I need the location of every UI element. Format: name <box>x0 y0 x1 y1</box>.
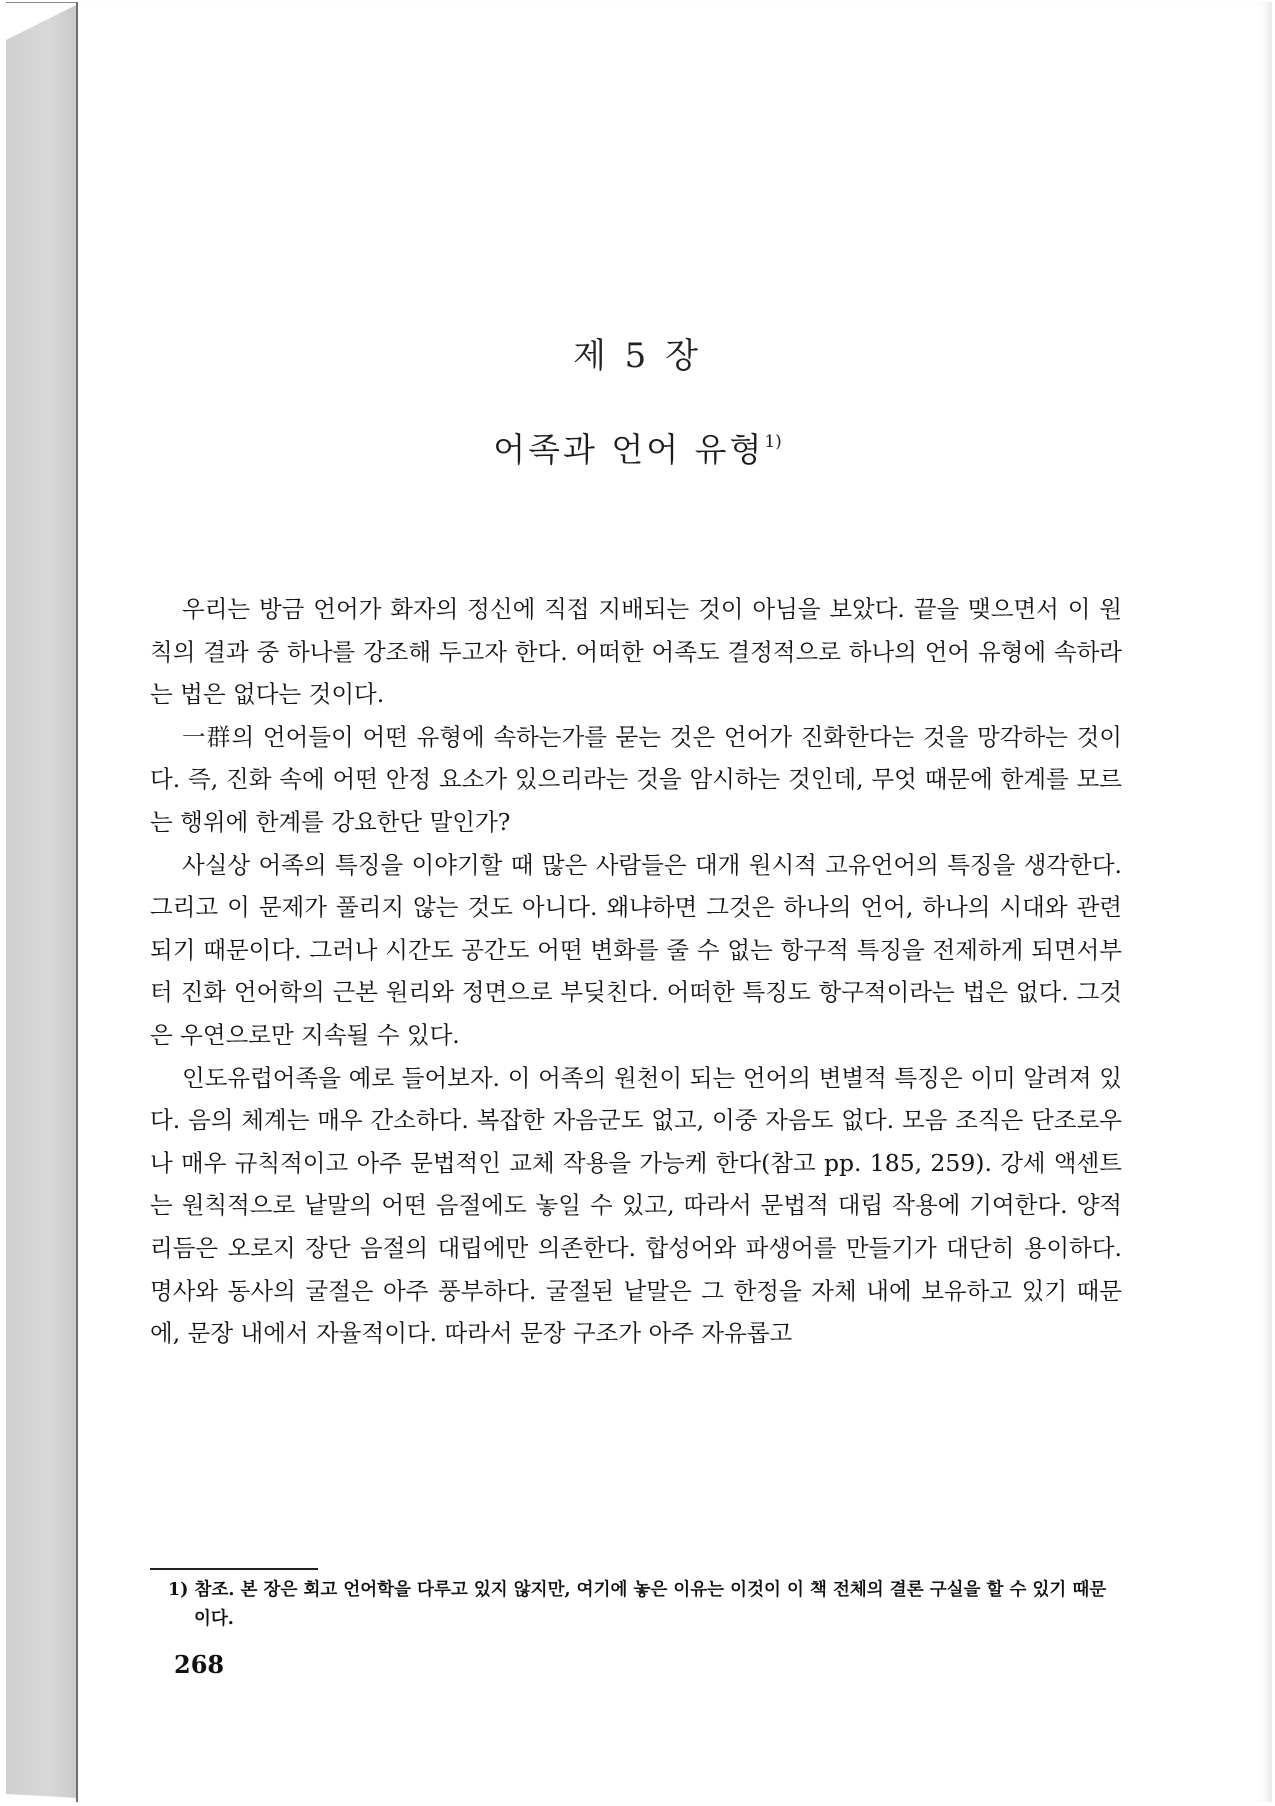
paragraph: 사실상 어족의 특징을 이야기할 때 많은 사람들은 대개 원시적 고유언어의 특징을 생각한다. 그리고 이 문제가 풀리지 않는 것도 아니다. 왜냐하면 그것은 하나의 언어, 하나의 시대와 관련되기 때문이다. 그러나 시간도 공간도 어떤 변화를 줄 수 없는 항구적 특징을 전제하게 되면서부터 진화 언어학의 근본 원리와 정면으로 부딪친다. 어떠한 특징도 항구적이라는 법은 없다. 그것은 우연으로만 지속될 수 있다. <box>150 850 1122 1049</box>
body-text <box>150 588 1122 1355</box>
chapter-title-text: 어족과 언어 유형 <box>493 430 765 469</box>
footnote-divider <box>150 1568 318 1570</box>
chapter-title <box>0 424 1275 471</box>
paragraph: 인도유럽어족을 예로 들어보자. 이 어족의 원천이 되는 언어의 변별적 특징은 이미 알려져 있다. 음의 체계는 매우 간소하다. 복잡한 자음군도 없고, 이중 자음도 없다. 모음 조직은 단조로우나 매우 규칙적이고 아주 문법적인 교체 작용을 가능케 한다(참고 pp. 185, 259). 강세 액센트는 원칙적으로 낱말의 어떤 음절에도 놓일 수 있고, 따라서 문법적 대립 작용에 기여한다. 양적 리듬은 오로지 장단 음절의 대립에만 의존한다. 합성어와 파생어를 만들기가 대단히 용이하다. 명사와 동사의 굴절은 아주 풍부하다. 굴절된 낱말은 그 한정을 자체 내에 보유하고 있기 때문에, 문장 내에서 자율적이다. 따라서 문장 구조가 아주 자유롭고 <box>150 1063 1122 1348</box>
book-spine <box>6 4 78 1798</box>
paragraph: 一群의 언어들이 어떤 유형에 속하는가를 묻는 것은 언어가 진화한다는 것을 망각하는 것이다. 즉, 진화 속에 어떤 안정 요소가 있으리라는 것을 암시하는 것인데, 무엇 때문에 한계를 모르는 행위에 한계를 강요한단 말인가? <box>150 722 1122 836</box>
page-number: 268 <box>174 1650 225 1679</box>
chapter-number: 제 5 장 <box>573 336 702 376</box>
footnote: 1) 참조. 본 장은 회고 언어학을 다루고 있지 않지만, 여기에 놓은 이유는 이것이 이 책 전체의 결론 구실을 할 수 있기 때문이다. <box>168 1580 1107 1629</box>
footnote-marker: 1) <box>764 432 782 452</box>
paragraph: 우리는 방금 언어가 화자의 정신에 직접 지배되는 것이 아님을 보았다. 끝을 맺으면서 이 원칙의 결과 중 하나를 강조해 두고자 한다. 어떠한 어족도 결정적으로 하나의 언어 유형에 속하라는 법은 없다는 것이다. <box>150 595 1122 709</box>
